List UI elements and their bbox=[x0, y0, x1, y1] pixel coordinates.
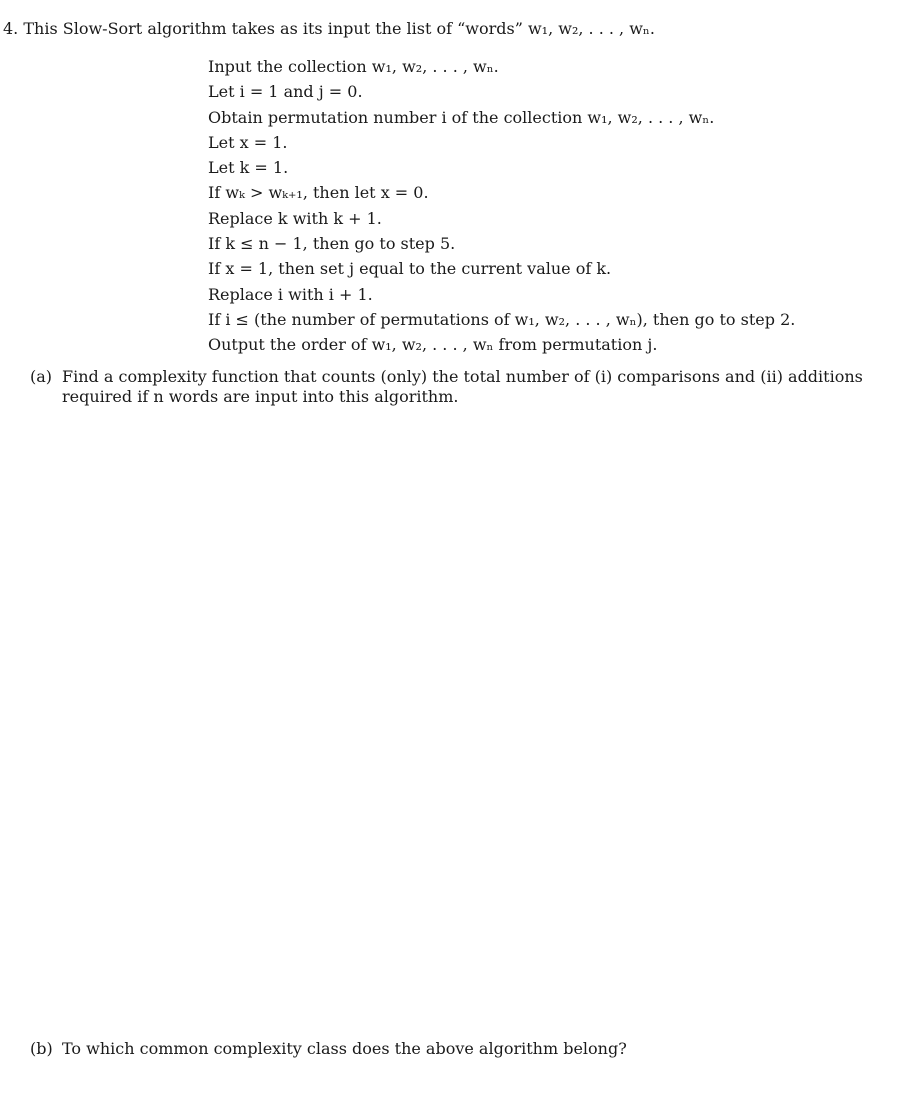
step-text: If i ≤ (the number of permutations of w₁, w₂, . . . , wₙ), then go to step 2. bbox=[208, 309, 796, 329]
step-text: Replace i with i + 1. bbox=[208, 284, 373, 304]
part-b-label: (b) bbox=[30, 1039, 53, 1058]
problem-number: 4. bbox=[3, 19, 19, 38]
step-text: Let i = 1 and j = 0. bbox=[208, 82, 363, 102]
step-text: Let k = 1. bbox=[208, 158, 289, 178]
step-text: If x = 1, then set j equal to the current value of k. bbox=[208, 259, 612, 279]
step-text: Replace k with k + 1. bbox=[208, 208, 382, 228]
part-b-text: To which common complexity class does the above algorithm belong? bbox=[62, 1039, 627, 1058]
step-text: If wₖ > wₖ₊₁, then let x = 0. bbox=[208, 183, 429, 203]
problem-statement: This Slow-Sort algorithm takes as its input the list of “words” w₁, w₂, . . . , wₙ. bbox=[23, 19, 655, 38]
step-text: Output the order of w₁, w₂, . . . , wₙ from permutation j. bbox=[208, 335, 658, 355]
step-text: Obtain permutation number i of the collection w₁, w₂, . . . , wₙ. bbox=[208, 107, 715, 127]
part-b-question bbox=[30, 1039, 870, 1059]
part-a-label: (a) bbox=[30, 367, 53, 386]
step-text: Input the collection w₁, w₂, . . . , wₙ. bbox=[208, 57, 499, 76]
part-a-text: Find a complexity function that counts (only) the total number of (i) comparisons and (ii) additions required if n words are input into this algorithm. bbox=[62, 367, 863, 406]
problem-intro bbox=[3, 19, 655, 39]
step-text: Let x = 1. bbox=[208, 132, 288, 152]
part-a-question bbox=[30, 367, 870, 407]
step-text: If k ≤ n − 1, then go to step 5. bbox=[208, 234, 456, 254]
